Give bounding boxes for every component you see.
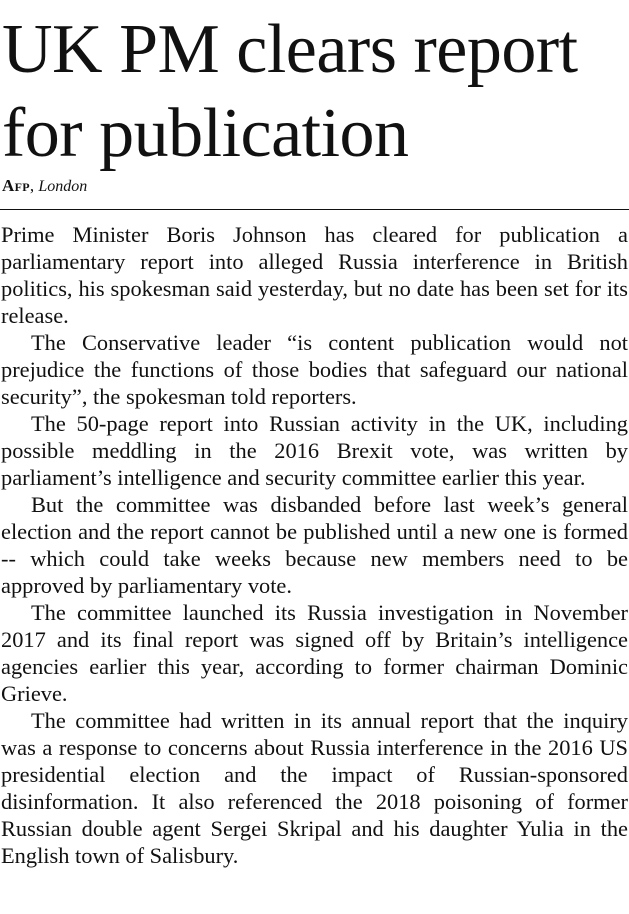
byline-separator: , bbox=[29, 176, 35, 195]
paragraph-1: Prime Minister Boris Johnson has cleared for publication a parliamentary report into alleged Russia interference in British politics, his spokesman said yesterday, but no date has been set for its release. bbox=[1, 222, 628, 328]
paragraph-4: But the committee was disbanded before last week’s general election and the report cannot be published until a new one is formed -- which could take weeks because new members need to be approved by parliamentary vote. bbox=[1, 492, 628, 598]
paragraph-5: The committee launched its Russia investigation in November 2017 and its final report was signed off by Britain’s intelligence agencies earlier this year, according to former chairman Dominic Grieve. bbox=[1, 600, 628, 706]
byline bbox=[2, 175, 87, 198]
headline-divider bbox=[0, 209, 629, 210]
paragraph-3: The 50-page report into Russian activity in the UK, including possible meddling in the 2016 Brexit vote, was written by parliament’s intelligence and security committee earlier this year. bbox=[1, 411, 628, 490]
headline: UK PM clears report for publication bbox=[2, 11, 578, 172]
paragraph-2: The Conservative leader “is content publication would not prejudice the functions of those bodies that safeguard our national security”, the spokesman told reporters. bbox=[1, 330, 628, 409]
paragraph-6: The committee had written in its annual report that the inquiry was a response to concerns about Russia interference in the 2016 US presidential election and the impact of Russian-sponsored disinformation. It also referenced the 2018 poisoning of former Russian double agent Sergei Skripal and his daughter Yulia in the English town of Salisbury. bbox=[1, 708, 628, 868]
article-body bbox=[1, 221, 628, 869]
byline-location: London bbox=[38, 178, 88, 195]
byline-agency: Afp bbox=[2, 176, 30, 195]
